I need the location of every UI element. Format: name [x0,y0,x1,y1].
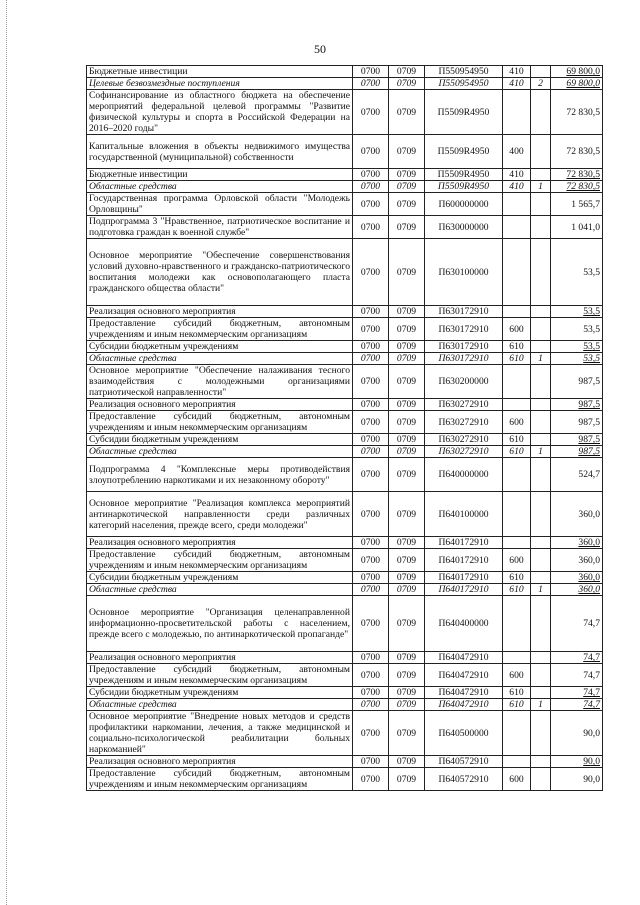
amount-cell: 360,0 [551,492,603,537]
source-code-cell [531,596,551,652]
amount-cell: 987,5 [551,411,603,434]
amount-cell: 987,5 [551,399,603,411]
section-code-cell: 0700 [353,399,389,411]
amount-cell: 53,5 [551,306,603,318]
table-row [87,537,603,549]
expense-type-cell: 610 [503,341,531,353]
section-code-cell: 0700 [353,78,389,90]
expense-type-cell: 610 [503,353,531,365]
amount-cell: 72 830,5 [551,169,603,181]
subsection-code-cell: 0709 [389,90,425,135]
source-code-cell: 1 [531,353,551,365]
expense-type-cell [503,193,531,216]
row-name-cell: Реализация основного мероприятия [87,756,353,768]
amount-cell: 74,7 [551,664,603,687]
expense-type-cell [503,756,531,768]
subsection-code-cell: 0709 [389,687,425,699]
section-code-cell: 0700 [353,90,389,135]
row-name-cell: Основное мероприятие "Обеспечение налаживания тесного взаимодействия с молодежными организациями патриотической направленности" [87,365,353,399]
target-item-cell: П640472910 [425,699,503,711]
table-row [87,584,603,596]
amount-cell: 90,0 [551,768,603,791]
amount-cell: 74,7 [551,652,603,664]
table-row [87,411,603,434]
subsection-code-cell: 0709 [389,756,425,768]
table-row [87,549,603,572]
page-number: 50 [314,42,326,56]
subsection-code-cell: 0709 [389,306,425,318]
row-name-cell: Государственная программа Орловской области "Молодежь Орловщины" [87,193,353,216]
row-name-cell: Предоставление субсидий бюджетным, автономным учреждениям и иным некоммерческим организациям [87,318,353,341]
row-name-cell: Субсидии бюджетным учреждениям [87,687,353,699]
section-code-cell: 0700 [353,193,389,216]
expense-type-cell: 400 [503,135,531,169]
source-code-cell [531,458,551,492]
expense-type-cell: 600 [503,664,531,687]
section-code-cell: 0700 [353,135,389,169]
amount-cell: 524,7 [551,458,603,492]
expense-type-cell: 600 [503,318,531,341]
target-item-cell: П5509R4950 [425,135,503,169]
row-name-cell: Реализация основного мероприятия [87,306,353,318]
table-row [87,66,603,78]
subsection-code-cell: 0709 [389,446,425,458]
section-code-cell: 0700 [353,434,389,446]
table-row [87,699,603,711]
source-code-cell [531,756,551,768]
table-row [87,318,603,341]
expense-type-cell: 610 [503,434,531,446]
table-row [87,341,603,353]
table-row [87,169,603,181]
expense-type-cell [503,492,531,537]
expense-type-cell [503,537,531,549]
amount-cell: 360,0 [551,549,603,572]
section-code-cell: 0700 [353,458,389,492]
source-code-cell: 2 [531,78,551,90]
target-item-cell: П640472910 [425,652,503,664]
source-code-cell: 1 [531,584,551,596]
section-code-cell: 0700 [353,66,389,78]
row-name-cell: Реализация основного мероприятия [87,537,353,549]
amount-cell: 90,0 [551,711,603,756]
subsection-code-cell: 0709 [389,434,425,446]
target-item-cell: П630272910 [425,434,503,446]
subsection-code-cell: 0709 [389,584,425,596]
amount-cell: 53,5 [551,318,603,341]
section-code-cell: 0700 [353,687,389,699]
section-code-cell: 0700 [353,549,389,572]
amount-cell: 69 800,0 [551,78,603,90]
subsection-code-cell: 0709 [389,537,425,549]
section-code-cell: 0700 [353,239,389,306]
expense-type-cell: 610 [503,446,531,458]
subsection-code-cell: 0709 [389,699,425,711]
expense-type-cell [503,652,531,664]
row-name-cell: Основное мероприятие "Реализация комплекса мероприятий антинаркотической направленности среди различных категорий населения, прежде всего, среди молодежи" [87,492,353,537]
subsection-code-cell: 0709 [389,596,425,652]
amount-cell: 987,5 [551,434,603,446]
table-row [87,446,603,458]
expense-type-cell: 600 [503,549,531,572]
subsection-code-cell: 0709 [389,492,425,537]
target-item-cell: П640572910 [425,768,503,791]
row-name-cell: Предоставление субсидий бюджетным, автономным учреждениям и иным некоммерческим организациям [87,411,353,434]
source-code-cell [531,341,551,353]
subsection-code-cell: 0709 [389,572,425,584]
subsection-code-cell: 0709 [389,181,425,193]
subsection-code-cell: 0709 [389,169,425,181]
table-row [87,768,603,791]
subsection-code-cell: 0709 [389,193,425,216]
source-code-cell [531,652,551,664]
subsection-code-cell: 0709 [389,652,425,664]
source-code-cell: 1 [531,181,551,193]
expense-type-cell [503,458,531,492]
section-code-cell: 0700 [353,584,389,596]
table-row [87,687,603,699]
section-code-cell: 0700 [353,216,389,239]
amount-cell: 74,7 [551,699,603,711]
expense-type-cell: 410 [503,78,531,90]
expense-type-cell: 610 [503,584,531,596]
target-item-cell: П630200000 [425,365,503,399]
row-name-cell: Областные средства [87,699,353,711]
row-name-cell: Основное мероприятие "Организация целенаправленной информационно-просветительской работы с населением, прежде всего с молодежью, по антинаркотической пропаганде" [87,596,353,652]
target-item-cell: П630272910 [425,399,503,411]
table-row [87,239,603,306]
expense-type-cell: 610 [503,572,531,584]
row-name-cell: Предоставление субсидий бюджетным, автономным учреждениям и иным некоммерческим организациям [87,664,353,687]
target-item-cell: П640472910 [425,664,503,687]
amount-cell: 74,7 [551,596,603,652]
section-code-cell: 0700 [353,341,389,353]
target-item-cell: П640472910 [425,687,503,699]
expense-type-cell: 410 [503,66,531,78]
row-name-cell: Реализация основного мероприятия [87,652,353,664]
amount-cell: 74,7 [551,687,603,699]
expense-type-cell: 610 [503,687,531,699]
row-name-cell: Субсидии бюджетным учреждениям [87,434,353,446]
source-code-cell [531,90,551,135]
subsection-code-cell: 0709 [389,78,425,90]
section-code-cell: 0700 [353,446,389,458]
row-name-cell: Бюджетные инвестиции [87,66,353,78]
target-item-cell: П640172910 [425,584,503,596]
target-item-cell: П640172910 [425,572,503,584]
table-row [87,492,603,537]
source-code-cell: 1 [531,446,551,458]
amount-cell: 53,5 [551,239,603,306]
subsection-code-cell: 0709 [389,365,425,399]
section-code-cell: 0700 [353,652,389,664]
target-item-cell: П640000000 [425,458,503,492]
budget-table [86,65,603,791]
target-item-cell: П640500000 [425,711,503,756]
section-code-cell: 0700 [353,664,389,687]
row-name-cell: Субсидии бюджетным учреждениям [87,572,353,584]
expense-type-cell [503,596,531,652]
amount-cell: 360,0 [551,572,603,584]
section-code-cell: 0700 [353,365,389,399]
amount-cell: 1 565,7 [551,193,603,216]
target-item-cell: П600000000 [425,193,503,216]
amount-cell: 360,0 [551,584,603,596]
row-name-cell: Областные средства [87,181,353,193]
table-row [87,652,603,664]
row-name-cell: Основное мероприятие "Внедрение новых методов и средств профилактики наркомании, лечения, а также медицинской и социально-психологической реабилитации больных наркоманией" [87,711,353,756]
source-code-cell [531,66,551,78]
target-item-cell: П550954950 [425,66,503,78]
subsection-code-cell: 0709 [389,135,425,169]
expense-type-cell [503,365,531,399]
table-row [87,458,603,492]
subsection-code-cell: 0709 [389,353,425,365]
table-row [87,572,603,584]
table-row [87,664,603,687]
row-name-cell: Субсидии бюджетным учреждениям [87,341,353,353]
section-code-cell: 0700 [353,411,389,434]
target-item-cell: П5509R4950 [425,181,503,193]
target-item-cell: П640572910 [425,756,503,768]
table-row [87,756,603,768]
amount-cell: 90,0 [551,756,603,768]
subsection-code-cell: 0709 [389,239,425,306]
target-item-cell: П630100000 [425,239,503,306]
table-row [87,596,603,652]
row-name-cell: Предоставление субсидий бюджетным, автономным учреждениям и иным некоммерческим организациям [87,768,353,791]
section-code-cell: 0700 [353,169,389,181]
row-name-cell: Основное мероприятие "Обеспечение совершенствования условий духовно-нравственного и гражданско-патриотического воспитания молодежи как основополагающего пласта гражданского общества области" [87,239,353,306]
subsection-code-cell: 0709 [389,458,425,492]
amount-cell: 1 041,0 [551,216,603,239]
amount-cell: 360,0 [551,537,603,549]
source-code-cell [531,365,551,399]
expense-type-cell [503,216,531,239]
section-code-cell: 0700 [353,537,389,549]
subsection-code-cell: 0709 [389,399,425,411]
amount-cell: 987,5 [551,446,603,458]
amount-cell: 72 830,5 [551,181,603,193]
source-code-cell [531,193,551,216]
source-code-cell [531,169,551,181]
row-name-cell: Софинансирование из областного бюджета на обеспечение мероприятий федеральной целевой программы "Развитие физической культуры и спорта в Российской Федерации на 2016–2020 годы" [87,90,353,135]
target-item-cell: П640172910 [425,537,503,549]
source-code-cell [531,687,551,699]
subsection-code-cell: 0709 [389,318,425,341]
table-row [87,365,603,399]
amount-cell: 53,5 [551,341,603,353]
section-code-cell: 0700 [353,306,389,318]
source-code-cell [531,135,551,169]
target-item-cell: П630272910 [425,446,503,458]
section-code-cell: 0700 [353,492,389,537]
subsection-code-cell: 0709 [389,411,425,434]
section-code-cell: 0700 [353,768,389,791]
row-name-cell: Областные средства [87,353,353,365]
expense-type-cell: 600 [503,411,531,434]
row-name-cell: Бюджетные инвестиции [87,169,353,181]
row-name-cell: Областные средства [87,584,353,596]
expense-type-cell [503,711,531,756]
target-item-cell: П640100000 [425,492,503,537]
source-code-cell: 1 [531,699,551,711]
expense-type-cell: 410 [503,181,531,193]
subsection-code-cell: 0709 [389,664,425,687]
table-row [87,434,603,446]
subsection-code-cell: 0709 [389,549,425,572]
section-code-cell: 0700 [353,596,389,652]
table-row [87,90,603,135]
source-code-cell [531,664,551,687]
table-row [87,399,603,411]
expense-type-cell: 410 [503,169,531,181]
amount-cell: 69 800,0 [551,66,603,78]
section-code-cell: 0700 [353,353,389,365]
subsection-code-cell: 0709 [389,216,425,239]
amount-cell: 72 830,5 [551,90,603,135]
source-code-cell [531,306,551,318]
source-code-cell [531,411,551,434]
subsection-code-cell: 0709 [389,768,425,791]
section-code-cell: 0700 [353,711,389,756]
amount-cell: 72 830,5 [551,135,603,169]
target-item-cell: П630172910 [425,341,503,353]
binding-margin [6,0,11,905]
expense-type-cell [503,239,531,306]
target-item-cell: П640400000 [425,596,503,652]
table-row [87,216,603,239]
section-code-cell: 0700 [353,572,389,584]
source-code-cell [531,239,551,306]
target-item-cell: П630000000 [425,216,503,239]
expense-type-cell: 610 [503,699,531,711]
source-code-cell [531,549,551,572]
source-code-cell [531,572,551,584]
table-row [87,353,603,365]
row-name-cell: Реализация основного мероприятия [87,399,353,411]
target-item-cell: П630172910 [425,353,503,365]
subsection-code-cell: 0709 [389,341,425,353]
amount-cell: 53,5 [551,353,603,365]
source-code-cell [531,318,551,341]
target-item-cell: П5509R4950 [425,90,503,135]
amount-cell: 987,5 [551,365,603,399]
table-row [87,193,603,216]
target-item-cell: П630172910 [425,318,503,341]
section-code-cell: 0700 [353,181,389,193]
table-row [87,78,603,90]
target-item-cell: П630172910 [425,306,503,318]
source-code-cell [531,399,551,411]
row-name-cell: Подпрограмма 3 "Нравственное, патриотическое воспитание и подготовка граждан к военной службе" [87,216,353,239]
row-name-cell: Предоставление субсидий бюджетным, автономным учреждениям и иным некоммерческим организациям [87,549,353,572]
table-row [87,181,603,193]
expense-type-cell [503,399,531,411]
source-code-cell [531,216,551,239]
table-row [87,306,603,318]
subsection-code-cell: 0709 [389,66,425,78]
target-item-cell: П550954950 [425,78,503,90]
table-row [87,711,603,756]
row-name-cell: Целевые безвозмездные поступления [87,78,353,90]
target-item-cell: П5509R4950 [425,169,503,181]
section-code-cell: 0700 [353,699,389,711]
row-name-cell: Областные средства [87,446,353,458]
source-code-cell [531,492,551,537]
expense-type-cell [503,306,531,318]
section-code-cell: 0700 [353,318,389,341]
table-row [87,135,603,169]
section-code-cell: 0700 [353,756,389,768]
target-item-cell: П630272910 [425,411,503,434]
source-code-cell [531,537,551,549]
expense-type-cell: 600 [503,768,531,791]
row-name-cell: Капитальные вложения в объекты недвижимого имущества государственной (муниципальной) собственности [87,135,353,169]
budget-table-body [87,66,603,791]
source-code-cell [531,434,551,446]
target-item-cell: П640172910 [425,549,503,572]
source-code-cell [531,768,551,791]
row-name-cell: Подпрограмма 4 "Комплексные меры противодействия злоупотреблению наркотиками и их незаконному обороту" [87,458,353,492]
subsection-code-cell: 0709 [389,711,425,756]
expense-type-cell [503,90,531,135]
source-code-cell [531,711,551,756]
